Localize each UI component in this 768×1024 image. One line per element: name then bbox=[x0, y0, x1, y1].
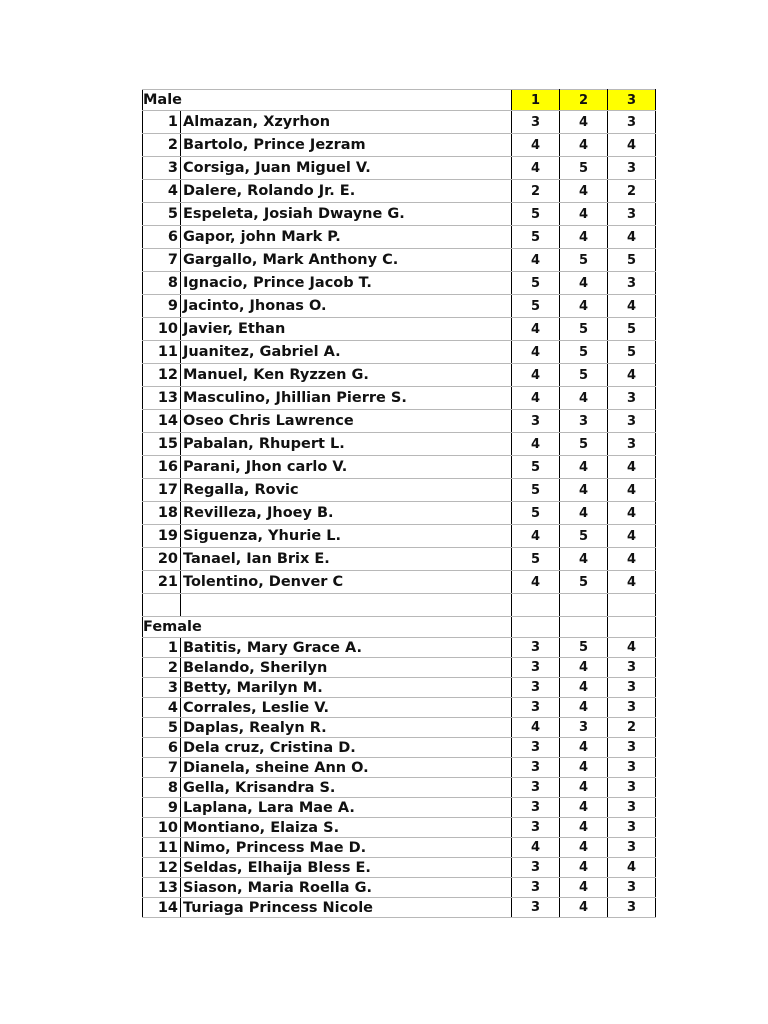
score-cell-1[interactable]: 5 bbox=[512, 548, 560, 571]
row-number-cell[interactable]: 18 bbox=[143, 502, 181, 525]
male-table-row bbox=[143, 387, 656, 410]
student-name-cell[interactable]: Corrales, Leslie V. bbox=[181, 698, 512, 718]
score-cell-2[interactable]: 4 bbox=[560, 798, 608, 818]
student-name-cell[interactable]: Turiaga Princess Nicole bbox=[181, 898, 512, 918]
score-cell-1[interactable]: 4 bbox=[512, 364, 560, 387]
score-cell-2[interactable]: 4 bbox=[560, 838, 608, 858]
student-name-cell[interactable]: Gargallo, Mark Anthony C. bbox=[181, 249, 512, 272]
score-cell-3[interactable]: 3 bbox=[608, 898, 656, 918]
score-cell-1[interactable]: 3 bbox=[512, 858, 560, 878]
male-table-row bbox=[143, 341, 656, 364]
score-cell-2[interactable]: 5 bbox=[560, 157, 608, 180]
male-table-row bbox=[143, 203, 656, 226]
score-cell-3[interactable]: 3 bbox=[608, 878, 656, 898]
column-header-2[interactable]: 2 bbox=[560, 90, 608, 111]
female-table-row bbox=[143, 758, 656, 778]
score-cell-3[interactable]: 4 bbox=[608, 525, 656, 548]
row-number-cell[interactable]: 20 bbox=[143, 548, 181, 571]
male-table-row bbox=[143, 318, 656, 341]
score-cell-3[interactable]: 4 bbox=[608, 502, 656, 525]
row-number-cell[interactable]: 6 bbox=[143, 226, 181, 249]
row-number-cell[interactable]: 8 bbox=[143, 272, 181, 295]
score-cell-1[interactable]: 4 bbox=[512, 341, 560, 364]
female-table-row bbox=[143, 778, 656, 798]
row-number-cell[interactable]: 5 bbox=[143, 718, 181, 738]
score-cell-2[interactable]: 4 bbox=[560, 180, 608, 203]
score-cell-3[interactable]: 4 bbox=[608, 638, 656, 658]
score-cell-3[interactable]: 3 bbox=[608, 203, 656, 226]
female-header-score-cell[interactable] bbox=[512, 617, 560, 638]
male-table-row bbox=[143, 134, 656, 157]
row-number-cell[interactable]: 14 bbox=[143, 410, 181, 433]
score-cell-2[interactable]: 5 bbox=[560, 249, 608, 272]
row-number-cell[interactable]: 8 bbox=[143, 778, 181, 798]
student-name-cell[interactable]: Montiano, Elaiza S. bbox=[181, 818, 512, 838]
score-cell-1[interactable]: 3 bbox=[512, 818, 560, 838]
student-name-cell[interactable]: Belando, Sherilyn bbox=[181, 658, 512, 678]
score-cell-3[interactable]: 4 bbox=[608, 226, 656, 249]
score-cell-2[interactable]: 4 bbox=[560, 858, 608, 878]
score-cell-1[interactable]: 3 bbox=[512, 738, 560, 758]
score-cell-1[interactable]: 3 bbox=[512, 758, 560, 778]
student-name-cell[interactable]: Dianela, sheine Ann O. bbox=[181, 758, 512, 778]
student-name-cell[interactable]: Juanitez, Gabriel A. bbox=[181, 341, 512, 364]
male-header-row bbox=[143, 90, 656, 111]
score-cell-1[interactable]: 3 bbox=[512, 798, 560, 818]
row-number-cell[interactable]: 12 bbox=[143, 858, 181, 878]
score-cell-2[interactable]: 5 bbox=[560, 571, 608, 594]
score-cell-2[interactable]: 4 bbox=[560, 387, 608, 410]
row-number-cell[interactable]: 11 bbox=[143, 838, 181, 858]
female-header-score-cell[interactable] bbox=[560, 617, 608, 638]
row-number-cell[interactable]: 7 bbox=[143, 249, 181, 272]
student-name-cell[interactable]: Ignacio, Prince Jacob T. bbox=[181, 272, 512, 295]
row-number-cell[interactable]: 1 bbox=[143, 111, 181, 134]
column-header-1[interactable]: 1 bbox=[512, 90, 560, 111]
student-name-cell[interactable]: Parani, Jhon carlo V. bbox=[181, 456, 512, 479]
score-cell-3[interactable]: 3 bbox=[608, 658, 656, 678]
student-name-cell[interactable]: Corsiga, Juan Miguel V. bbox=[181, 157, 512, 180]
score-cell-3[interactable]: 4 bbox=[608, 364, 656, 387]
row-number-cell[interactable]: 14 bbox=[143, 898, 181, 918]
male-table-row bbox=[143, 249, 656, 272]
score-cell-2[interactable]: 5 bbox=[560, 525, 608, 548]
female-section-label[interactable]: Female bbox=[143, 617, 512, 638]
student-name-cell[interactable]: Siguenza, Yhurie L. bbox=[181, 525, 512, 548]
student-name-cell[interactable]: Gapor, john Mark P. bbox=[181, 226, 512, 249]
female-table-row bbox=[143, 878, 656, 898]
blank-number-cell[interactable] bbox=[143, 594, 181, 617]
score-cell-2[interactable]: 4 bbox=[560, 778, 608, 798]
score-cell-3[interactable]: 3 bbox=[608, 818, 656, 838]
student-name-cell[interactable]: Revilleza, Jhoey B. bbox=[181, 502, 512, 525]
student-name-cell[interactable]: Betty, Marilyn M. bbox=[181, 678, 512, 698]
row-number-cell[interactable]: 2 bbox=[143, 134, 181, 157]
score-cell-1[interactable]: 5 bbox=[512, 456, 560, 479]
male-table-row bbox=[143, 479, 656, 502]
score-cell-1[interactable]: 4 bbox=[512, 525, 560, 548]
score-cell-2[interactable]: 5 bbox=[560, 433, 608, 456]
score-cell-3[interactable]: 4 bbox=[608, 456, 656, 479]
score-cell-2[interactable]: 3 bbox=[560, 718, 608, 738]
row-number-cell[interactable]: 11 bbox=[143, 341, 181, 364]
student-name-cell[interactable]: Siason, Maria Roella G. bbox=[181, 878, 512, 898]
male-table-row bbox=[143, 410, 656, 433]
student-name-cell[interactable]: Javier, Ethan bbox=[181, 318, 512, 341]
score-cell-3[interactable]: 3 bbox=[608, 698, 656, 718]
row-number-cell[interactable]: 1 bbox=[143, 638, 181, 658]
row-number-cell[interactable]: 9 bbox=[143, 798, 181, 818]
row-number-cell[interactable]: 13 bbox=[143, 878, 181, 898]
row-number-cell[interactable]: 5 bbox=[143, 203, 181, 226]
male-section-label[interactable]: Male bbox=[143, 90, 512, 111]
score-cell-1[interactable]: 3 bbox=[512, 410, 560, 433]
score-cell-3[interactable]: 4 bbox=[608, 858, 656, 878]
score-cell-3[interactable]: 2 bbox=[608, 718, 656, 738]
score-cell-3[interactable]: 4 bbox=[608, 479, 656, 502]
student-name-cell[interactable]: Tolentino, Denver C bbox=[181, 571, 512, 594]
blank-row bbox=[143, 594, 656, 617]
score-cell-1[interactable]: 5 bbox=[512, 203, 560, 226]
score-cell-3[interactable]: 5 bbox=[608, 318, 656, 341]
score-cell-3[interactable]: 2 bbox=[608, 180, 656, 203]
male-table-row bbox=[143, 571, 656, 594]
female-table-row bbox=[143, 898, 656, 918]
student-name-cell[interactable]: Regalla, Rovic bbox=[181, 479, 512, 502]
male-table-row bbox=[143, 295, 656, 318]
row-number-cell[interactable]: 4 bbox=[143, 698, 181, 718]
female-table-row bbox=[143, 638, 656, 658]
score-cell-2[interactable]: 4 bbox=[560, 295, 608, 318]
score-cell-2[interactable]: 4 bbox=[560, 111, 608, 134]
blank-score-cell[interactable] bbox=[512, 594, 560, 617]
score-cell-2[interactable]: 4 bbox=[560, 134, 608, 157]
score-cell-1[interactable]: 3 bbox=[512, 778, 560, 798]
row-number-cell[interactable]: 13 bbox=[143, 387, 181, 410]
score-cell-3[interactable]: 4 bbox=[608, 134, 656, 157]
score-cell-2[interactable]: 4 bbox=[560, 548, 608, 571]
student-name-cell[interactable]: Nimo, Princess Mae D. bbox=[181, 838, 512, 858]
sheet-body bbox=[143, 90, 656, 918]
student-name-cell[interactable]: Batitis, Mary Grace A. bbox=[181, 638, 512, 658]
score-cell-1[interactable]: 5 bbox=[512, 226, 560, 249]
score-cell-2[interactable]: 5 bbox=[560, 341, 608, 364]
score-cell-1[interactable]: 5 bbox=[512, 295, 560, 318]
female-table-row bbox=[143, 838, 656, 858]
row-number-cell[interactable]: 15 bbox=[143, 433, 181, 456]
row-number-cell[interactable]: 10 bbox=[143, 318, 181, 341]
score-cell-3[interactable]: 3 bbox=[608, 678, 656, 698]
score-cell-3[interactable]: 3 bbox=[608, 410, 656, 433]
student-name-cell[interactable]: Dela cruz, Cristina D. bbox=[181, 738, 512, 758]
student-name-cell[interactable]: Almazan, Xzyrhon bbox=[181, 111, 512, 134]
female-table-row bbox=[143, 818, 656, 838]
score-cell-3[interactable]: 5 bbox=[608, 341, 656, 364]
male-table-row bbox=[143, 548, 656, 571]
score-cell-3[interactable]: 3 bbox=[608, 111, 656, 134]
blank-score-cell[interactable] bbox=[608, 594, 656, 617]
score-cell-2[interactable]: 4 bbox=[560, 818, 608, 838]
score-cell-2[interactable]: 4 bbox=[560, 226, 608, 249]
score-cell-1[interactable]: 5 bbox=[512, 479, 560, 502]
female-table-row bbox=[143, 698, 656, 718]
score-cell-3[interactable]: 3 bbox=[608, 157, 656, 180]
score-cell-2[interactable]: 4 bbox=[560, 758, 608, 778]
male-table-row bbox=[143, 157, 656, 180]
row-number-cell[interactable]: 12 bbox=[143, 364, 181, 387]
student-name-cell[interactable]: Manuel, Ken Ryzzen G. bbox=[181, 364, 512, 387]
score-cell-3[interactable]: 4 bbox=[608, 295, 656, 318]
score-cell-1[interactable]: 4 bbox=[512, 571, 560, 594]
student-name-cell[interactable]: Daplas, Realyn R. bbox=[181, 718, 512, 738]
male-table-row bbox=[143, 111, 656, 134]
score-cell-3[interactable]: 3 bbox=[608, 838, 656, 858]
student-name-cell[interactable]: Pabalan, Rhupert L. bbox=[181, 433, 512, 456]
female-table-row bbox=[143, 798, 656, 818]
score-cell-2[interactable]: 4 bbox=[560, 898, 608, 918]
score-cell-3[interactable]: 3 bbox=[608, 272, 656, 295]
score-cell-3[interactable]: 3 bbox=[608, 778, 656, 798]
score-cell-2[interactable]: 4 bbox=[560, 878, 608, 898]
male-table-row bbox=[143, 456, 656, 479]
blank-name-cell[interactable] bbox=[181, 594, 512, 617]
score-cell-1[interactable]: 4 bbox=[512, 318, 560, 341]
row-number-cell[interactable]: 6 bbox=[143, 738, 181, 758]
score-cell-1[interactable]: 3 bbox=[512, 658, 560, 678]
female-table-row bbox=[143, 718, 656, 738]
score-cell-2[interactable]: 4 bbox=[560, 502, 608, 525]
score-cell-1[interactable]: 3 bbox=[512, 111, 560, 134]
row-number-cell[interactable]: 9 bbox=[143, 295, 181, 318]
score-cell-1[interactable]: 4 bbox=[512, 838, 560, 858]
score-cell-1[interactable]: 3 bbox=[512, 698, 560, 718]
score-cell-2[interactable]: 5 bbox=[560, 318, 608, 341]
row-number-cell[interactable]: 2 bbox=[143, 658, 181, 678]
male-table-row bbox=[143, 433, 656, 456]
female-header-score-cell[interactable] bbox=[608, 617, 656, 638]
score-cell-3[interactable]: 3 bbox=[608, 758, 656, 778]
row-number-cell[interactable]: 3 bbox=[143, 157, 181, 180]
male-table-row bbox=[143, 364, 656, 387]
column-header-3[interactable]: 3 bbox=[608, 90, 656, 111]
row-number-cell[interactable]: 17 bbox=[143, 479, 181, 502]
score-cell-2[interactable]: 5 bbox=[560, 638, 608, 658]
score-cell-3[interactable]: 3 bbox=[608, 433, 656, 456]
score-cell-1[interactable]: 3 bbox=[512, 878, 560, 898]
score-cell-1[interactable]: 4 bbox=[512, 249, 560, 272]
score-cell-2[interactable]: 4 bbox=[560, 698, 608, 718]
female-table-row bbox=[143, 738, 656, 758]
row-number-cell[interactable]: 4 bbox=[143, 180, 181, 203]
score-cell-1[interactable]: 3 bbox=[512, 678, 560, 698]
score-cell-1[interactable]: 3 bbox=[512, 898, 560, 918]
score-cell-3[interactable]: 5 bbox=[608, 249, 656, 272]
student-name-cell[interactable]: Espeleta, Josiah Dwayne G. bbox=[181, 203, 512, 226]
student-name-cell[interactable]: Dalere, Rolando Jr. E. bbox=[181, 180, 512, 203]
score-cell-2[interactable]: 4 bbox=[560, 678, 608, 698]
row-number-cell[interactable]: 3 bbox=[143, 678, 181, 698]
student-name-cell[interactable]: Bartolo, Prince Jezram bbox=[181, 134, 512, 157]
female-table-row bbox=[143, 858, 656, 878]
male-table-row bbox=[143, 180, 656, 203]
score-cell-2[interactable]: 4 bbox=[560, 203, 608, 226]
student-name-cell[interactable]: Tanael, Ian Brix E. bbox=[181, 548, 512, 571]
score-cell-1[interactable]: 5 bbox=[512, 502, 560, 525]
student-name-cell[interactable]: Oseo Chris Lawrence bbox=[181, 410, 512, 433]
score-cell-3[interactable]: 3 bbox=[608, 387, 656, 410]
score-cell-1[interactable]: 4 bbox=[512, 433, 560, 456]
male-table-row bbox=[143, 525, 656, 548]
score-cell-3[interactable]: 3 bbox=[608, 798, 656, 818]
student-name-cell[interactable]: Seldas, Elhaija Bless E. bbox=[181, 858, 512, 878]
score-cell-1[interactable]: 4 bbox=[512, 157, 560, 180]
row-number-cell[interactable]: 7 bbox=[143, 758, 181, 778]
row-number-cell[interactable]: 10 bbox=[143, 818, 181, 838]
male-table-row bbox=[143, 502, 656, 525]
score-cell-3[interactable]: 4 bbox=[608, 548, 656, 571]
student-name-cell[interactable]: Masculino, Jhillian Pierre S. bbox=[181, 387, 512, 410]
score-cell-1[interactable]: 4 bbox=[512, 387, 560, 410]
score-cell-3[interactable]: 4 bbox=[608, 571, 656, 594]
score-cell-2[interactable]: 4 bbox=[560, 272, 608, 295]
score-cell-3[interactable]: 3 bbox=[608, 738, 656, 758]
score-cell-1[interactable]: 4 bbox=[512, 134, 560, 157]
female-table-row bbox=[143, 658, 656, 678]
student-name-cell[interactable]: Jacinto, Jhonas O. bbox=[181, 295, 512, 318]
score-cell-2[interactable]: 4 bbox=[560, 658, 608, 678]
score-cell-1[interactable]: 4 bbox=[512, 718, 560, 738]
blank-score-cell[interactable] bbox=[560, 594, 608, 617]
female-table-row bbox=[143, 678, 656, 698]
score-cell-1[interactable]: 3 bbox=[512, 638, 560, 658]
student-name-cell[interactable]: Gella, Krisandra S. bbox=[181, 778, 512, 798]
male-table-row bbox=[143, 226, 656, 249]
score-cell-2[interactable]: 4 bbox=[560, 456, 608, 479]
row-number-cell[interactable]: 19 bbox=[143, 525, 181, 548]
score-cell-2[interactable]: 3 bbox=[560, 410, 608, 433]
score-cell-2[interactable]: 4 bbox=[560, 738, 608, 758]
female-header-row bbox=[143, 617, 656, 638]
score-cell-2[interactable]: 4 bbox=[560, 479, 608, 502]
score-cell-2[interactable]: 5 bbox=[560, 364, 608, 387]
student-name-cell[interactable]: Laplana, Lara Mae A. bbox=[181, 798, 512, 818]
score-cell-1[interactable]: 5 bbox=[512, 272, 560, 295]
male-table-row bbox=[143, 272, 656, 295]
score-cell-1[interactable]: 2 bbox=[512, 180, 560, 203]
score-sheet-table bbox=[142, 89, 656, 918]
row-number-cell[interactable]: 21 bbox=[143, 571, 181, 594]
row-number-cell[interactable]: 16 bbox=[143, 456, 181, 479]
